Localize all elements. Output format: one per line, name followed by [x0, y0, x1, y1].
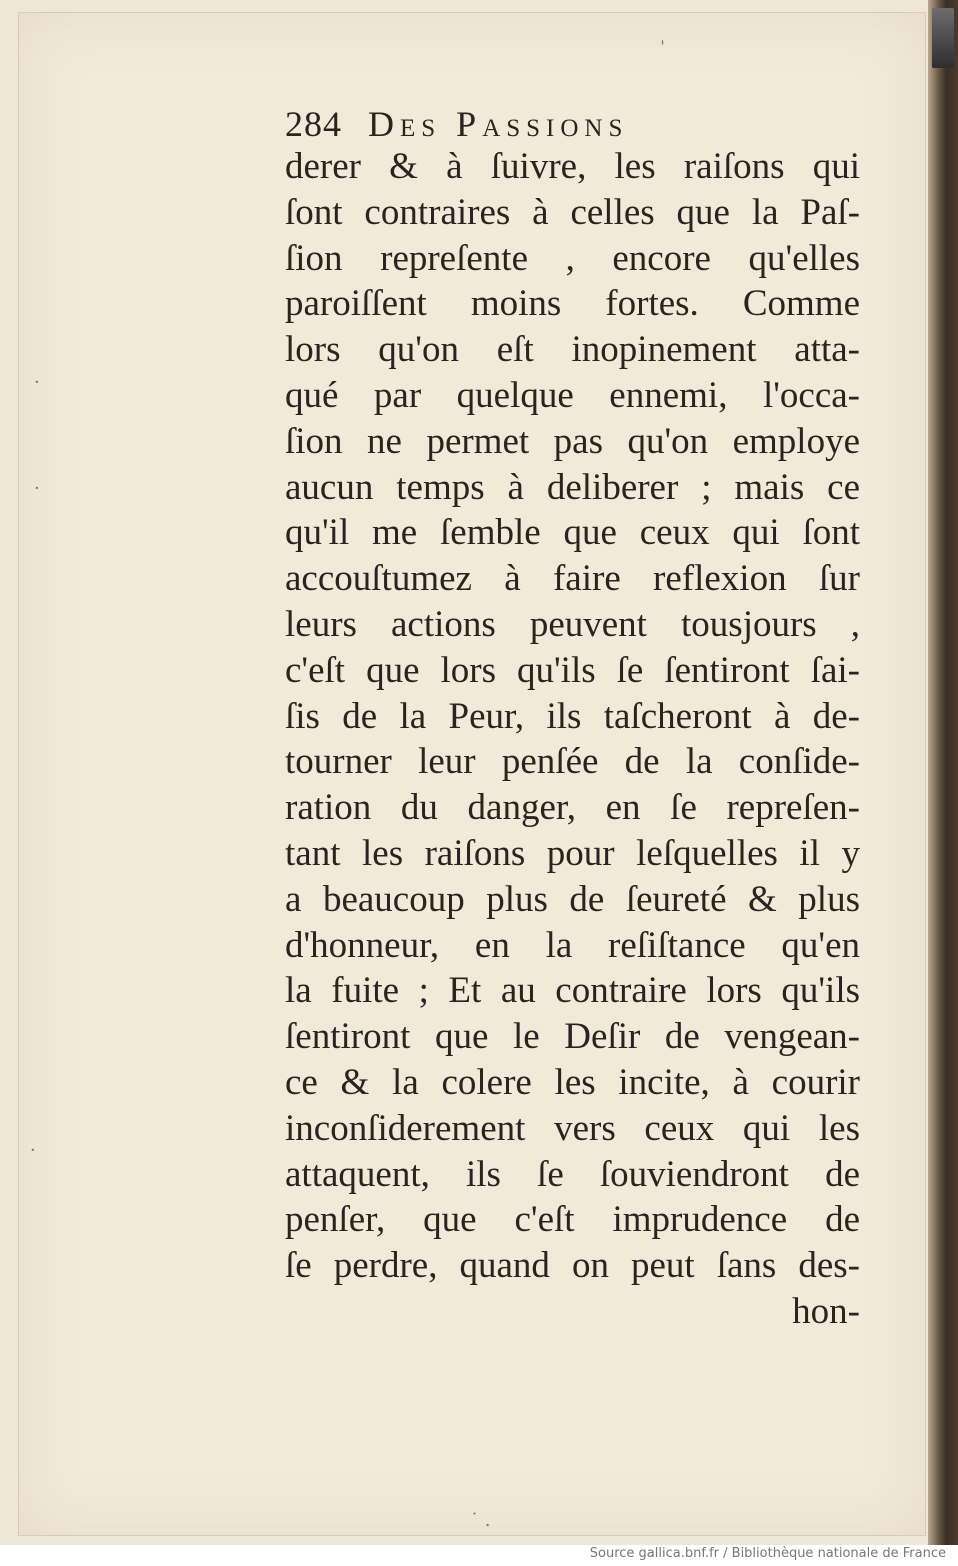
- source-credit: Source gallica.bnf.fr / Bibliothèque nationale de France: [589, 1546, 946, 1561]
- text-line: lors qu'on eſt inopinement atta-: [285, 329, 860, 371]
- text-line: a beaucoup plus de ſeureté & plus: [285, 878, 860, 920]
- text-line: penſer, que c'eſt imprudence de: [285, 1199, 860, 1241]
- body-text: [285, 144, 860, 1335]
- catchword: hon-: [792, 1290, 860, 1332]
- footer-bar: [0, 1545, 958, 1566]
- text-line: qué par quelque ennemi, l'occa-: [285, 374, 860, 416]
- text-line: leurs actions peuvent tousjours ,: [285, 603, 860, 645]
- running-head: [285, 98, 860, 150]
- page-number: 284: [285, 104, 342, 144]
- text-line: inconſiderement vers ceux qui les: [285, 1107, 860, 1149]
- page-speck: ˈ: [660, 38, 665, 59]
- text-line: qu'il me ſemble que ceux qui ſont: [285, 512, 860, 554]
- text-line: aucun temps à deliberer ; mais ce: [285, 466, 860, 508]
- text-line: ſentiront que le Deſir de vengean-: [285, 1016, 860, 1058]
- text-line: ſion repreſente , encore qu'elles: [285, 237, 860, 279]
- text-block: [285, 98, 860, 1335]
- text-line: ce & la colere les incite, à courir: [285, 1061, 860, 1103]
- text-line: ſe perdre, quand on peut ſans des-: [285, 1245, 860, 1287]
- text-line: accouſtumez à faire reflexion ſur: [285, 558, 860, 600]
- book-binding: [928, 0, 958, 1545]
- text-line: tant les raiſons pour leſquelles il y: [285, 832, 860, 874]
- text-line: c'eſt que lors qu'ils ſe ſentiront ſai-: [285, 649, 860, 691]
- running-title: Des Passions: [368, 104, 629, 144]
- text-line: d'honneur, en la reſiſtance qu'en: [285, 924, 860, 966]
- text-line: tourner leur penſée de la conſide-: [285, 741, 860, 783]
- text-line: ſis de la Peur, ils taſcheront à de-: [285, 695, 860, 737]
- margin-speck: ·: [34, 372, 40, 393]
- text-line: attaquent, ils ſe ſouviendront de: [285, 1153, 860, 1195]
- text-line: ſion ne permet pas qu'on employe: [285, 420, 860, 462]
- text-line: ſont contraires à celles que la Paſ-: [285, 191, 860, 233]
- text-line: paroiſſent moins fortes. Comme: [285, 283, 860, 325]
- text-line: la fuite ; Et au contraire lors qu'ils: [285, 970, 860, 1012]
- text-line: derer & à ſuivre, les raiſons qui: [285, 146, 860, 187]
- page-speck: ˙ .: [470, 1510, 491, 1531]
- binding-clip: [932, 8, 954, 68]
- margin-speck: ·: [30, 1140, 36, 1161]
- margin-speck: ·: [34, 478, 40, 499]
- text-line: ration du danger, en ſe repreſen-: [285, 787, 860, 829]
